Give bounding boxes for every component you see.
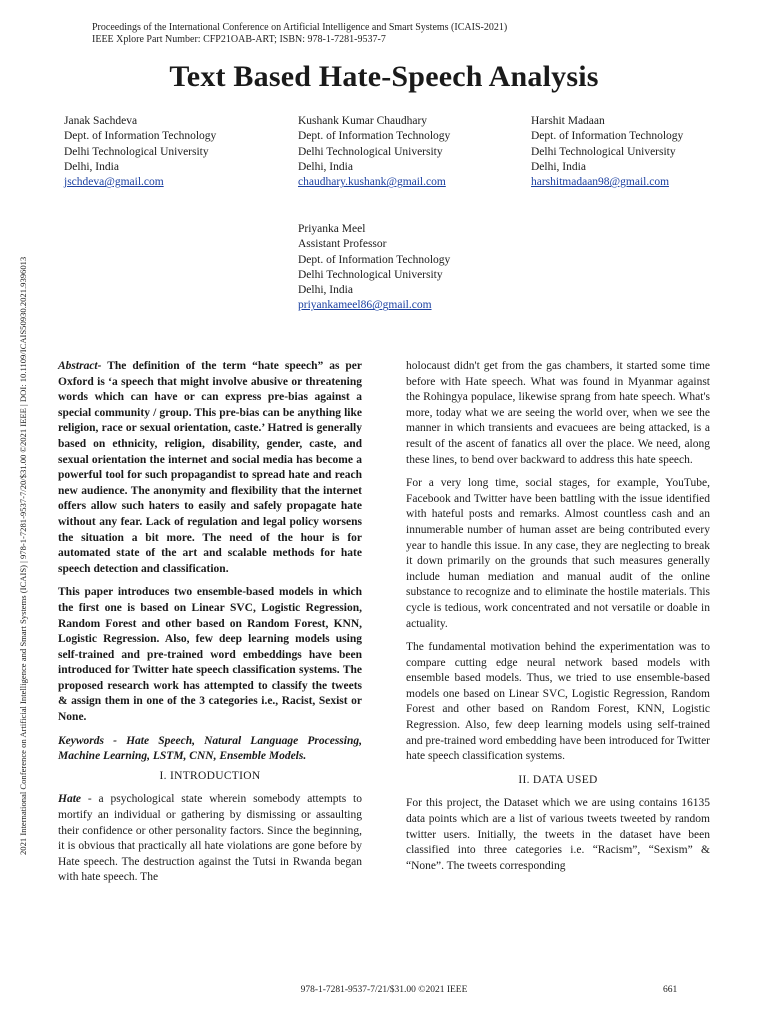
author-dept: Dept. of Information Technology [531, 130, 684, 143]
keywords: Keywords - Hate Speech, Natural Language Processing, Machine Learning, LSTM, CNN, Ensemble Models. [58, 734, 362, 763]
body-paragraph: For a very long time, social stages, for example, YouTube, Facebook and Twitter have been battling with the issue identified with hateful posts and remarks. Almost countless cash and an innumerable number of human asset are being contributed every year to handle this issue. In any case, they are neglecting to break it down primarily on the grounds that such measures generally include human mediation and manual audit of the online substance to recognize and to eliminate the hostile materials. This cycle is tedious, work concentrated and not versatile or doable in actuality. [406, 477, 710, 630]
intro-term: Hate [58, 793, 81, 806]
author-dept: Dept. of Information Technology [298, 130, 451, 143]
abstract-paragraph-2: This paper introduces two ensemble-based models in which the first one is based on Linear SVC, Logistic Regression, Random Forest and other based on Random Forest, KNN, Logistic Regression. Also, few deep learning models using self-trained and pre-trained word embeddings have been introduced for Twitter hate speech classification systems. The proposed research work has attempted to classify the tweets & assign them in one of the 3 categories i.e., Racist, Sexist or None. [58, 586, 362, 724]
author-university: Delhi Technological University [298, 268, 443, 281]
author-name: Harshit Madaan [531, 115, 605, 127]
intro-text: - a psychological state wherein somebody attempts to mortify an individual or gathering by dismissing or assaulting their confidence or other personality factors. Since the beginning, it is obvious that practically all hate violations are gone before by Hate speech. The destruction against the Tutsi in Rwanda began with hate speech. The [58, 793, 362, 884]
author-name: Priyanka Meel [298, 223, 366, 235]
author-dept: Dept. of Information Technology [64, 130, 217, 143]
left-column [58, 359, 362, 886]
abstract-paragraph [58, 359, 362, 577]
author-email-link[interactable]: harshitmadaan98@gmail.com [531, 176, 670, 189]
side-note-text: 2021 International Conference on Artificial Intelligence and Smart Systems (ICAIS) | 978-1-7281-9537-7/20/$31.00 ©2021 IEEE | DOI: 10.1109/ICAIS50930.2021.9396013 [18, 256, 28, 855]
author-university: Delhi Technological University [64, 145, 209, 158]
page-number: 661 [663, 985, 678, 995]
conference-header [92, 22, 507, 46]
author-block-1 [64, 114, 216, 190]
author-university: Delhi Technological University [531, 145, 676, 158]
author-block-2 [298, 114, 450, 190]
header-line-2: IEEE Xplore Part Number: CFP21OAB-ART; ISBN: 978-1-7281-9537-7 [92, 34, 386, 45]
footer-copyright: 978-1-7281-9537-7/21/$31.00 ©2021 IEEE [300, 985, 468, 995]
abstract-label: Abstract- [58, 360, 102, 372]
author-location: Delhi, India [298, 284, 353, 297]
author-role: Assistant Professor [298, 238, 387, 251]
author-location: Delhi, India [64, 160, 119, 173]
section-heading-introduction: I. INTRODUCTION [159, 769, 261, 782]
body-paragraph: For this project, the Dataset which we are using contains 16135 data points which are a list of various tweets tweeted by random twitter users. Initially, the tweets in the dataset have been classified into three categories i.e. “Racism”, “Sexism” & “None”. The tweets corresponding [406, 797, 710, 872]
header-line-1: Proceedings of the International Conference on Artificial Intelligence and Smart Systems (ICAIS-2021) [92, 22, 508, 33]
right-column [406, 359, 710, 874]
author-university: Delhi Technological University [298, 145, 443, 158]
paper-title: Text Based Hate-Speech Analysis [169, 60, 599, 93]
author-location: Delhi, India [531, 160, 586, 173]
section-heading-data-used: II. DATA USED [518, 773, 598, 786]
author-name: Kushank Kumar Chaudhary [298, 115, 428, 127]
abstract-text: The definition of the term “hate speech” as per Oxford is ‘a speech that might involve abusive or threatening words which can have or can express pre-bias against a special community / group. This pre-bias can be anything like religion, race or sexual orientation, caste.’ Hatred is generally based on ethnicity, religion, disability, gender, caste, and sexual orientation the internet and social media has become a powerful tool for such propagandist to spread hate and reach new audience. The anonymity and flexibility that the internet offers allow such haters to easily and safely propagate hate without any fear. Lack of regulation and legal policy worsens the situation a bit more. The need of the hour is for automated state of the art and scalable methods for hate speech detection and classification. [58, 360, 362, 575]
author-block-3 [531, 114, 683, 190]
intro-paragraph [58, 792, 362, 886]
author-email-link[interactable]: jschdeva@gmail.com [64, 176, 164, 189]
author-dept: Dept. of Information Technology [298, 253, 451, 266]
body-paragraph: holocaust didn't get from the gas chambers, it started some time before with Hate speech. What was found in Myanmar against the Rohingya populace, likewise sprang from hate speech. What's more, today what we are seeing the world over, when we see the manner in which transients and evacuees are being attacked, is a result of the ascent of fanatics all over the place. We need, along these lines, to bend over backward to address this hate speech. [406, 360, 710, 466]
author-name: Janak Sachdeva [64, 115, 138, 127]
author-email-link[interactable]: priyankameel86@gmail.com [298, 299, 432, 312]
body-paragraph: The fundamental motivation behind the experimentation was to compare cutting edge neural network based models with ensemble based models. Thus, we tried to use ensemble-based models one based on Linear SVC, Logistic Regression, Random Forest and other based on Random Forest, KNN, Logistic Regression. Also, few deep learning models using self-trained and pre-trained word embedding have been introduced for Twitter hate speech classification systems. [406, 641, 710, 763]
author-email-link[interactable]: chaudhary.kushank@gmail.com [298, 176, 446, 189]
author-location: Delhi, India [298, 160, 353, 173]
author-block-4 [298, 222, 450, 314]
